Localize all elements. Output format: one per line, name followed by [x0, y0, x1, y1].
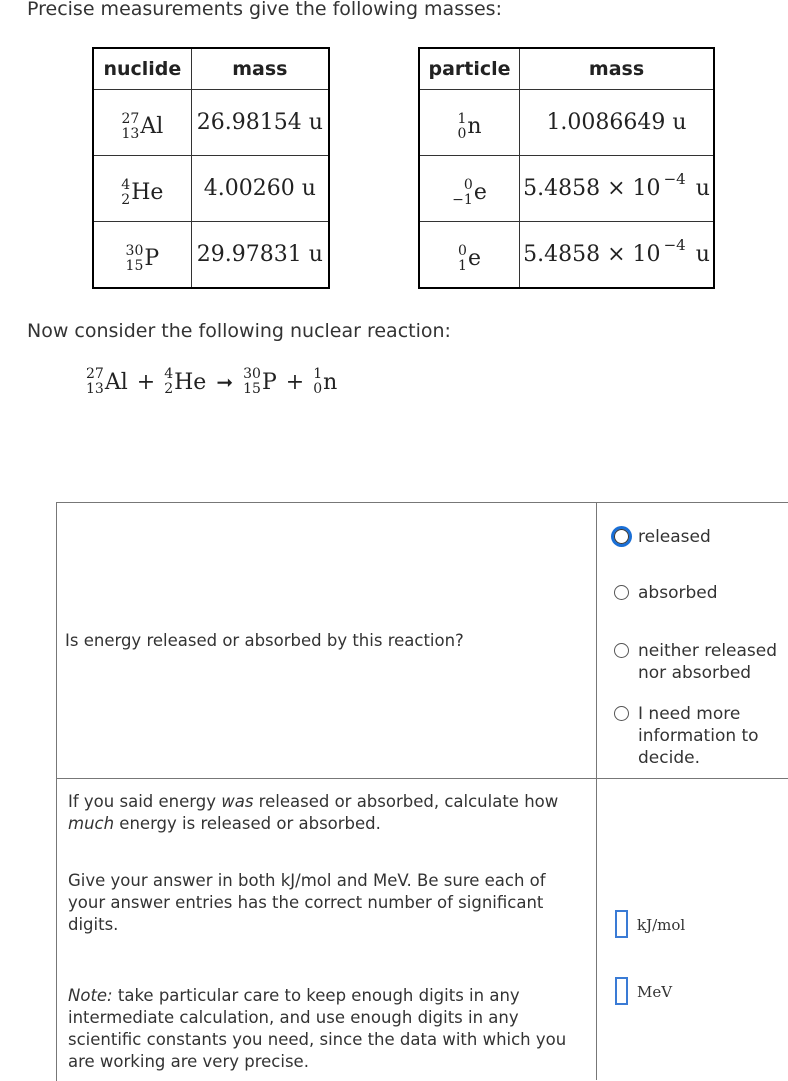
nuclide-mass-table [92, 47, 330, 289]
particle-mass: 5.4858 × 10 $^{-4}$ u [520, 156, 714, 222]
product-phosphorus: 30 15 P [243, 366, 277, 397]
option-absorbed[interactable]: absorbed [614, 582, 718, 604]
nuclear-reaction-equation [86, 367, 337, 397]
reaction-arrow-icon: ➞ [216, 370, 234, 394]
table-row [419, 156, 714, 222]
option-released[interactable]: released [614, 526, 711, 548]
kjmol-unit-label: kJ/mol [637, 916, 686, 934]
plus-sign: + [136, 369, 156, 395]
instruction-paragraph: If you said energy was released or absorbed, calculate how much energy is released or absorbed. [68, 792, 559, 833]
note-paragraph: Note: take particular care to keep enough digits in any intermediate calculation, and use enough digits in any scientific constants you need, since the data with which you are working are very precise. [68, 986, 567, 1071]
mev-answer-input[interactable] [615, 977, 628, 1005]
nuclide-symbol: 4 2 He [121, 176, 164, 208]
option-need-more-info[interactable]: I need more information to decide. [614, 703, 782, 769]
plus-sign: + [285, 369, 305, 395]
table-row [93, 90, 329, 156]
nuclide-mass: 26.98154 u [191, 90, 329, 156]
table-row [93, 156, 329, 222]
kjmol-answer-input[interactable] [615, 910, 628, 938]
radio-neither[interactable] [614, 643, 629, 658]
radio-released[interactable] [614, 529, 629, 544]
intro-text: Precise measurements give the following masses: [27, 0, 502, 20]
product-neutron: 1 0 n [313, 366, 338, 397]
answer-row-mev [615, 977, 672, 1005]
particle-mass-table [418, 47, 715, 289]
table-row [419, 90, 714, 156]
mass-header: mass [191, 48, 329, 90]
nuclide-mass: 4.00260 u [191, 156, 329, 222]
nuclide-symbol: 27 13 Al [121, 110, 164, 142]
table-row [93, 222, 329, 289]
particle-header: particle [419, 48, 520, 90]
nuclide-mass: 29.97831 u [191, 222, 329, 289]
answer-row-kjmol [615, 910, 685, 938]
reaction-prompt: Now consider the following nuclear reaction: [27, 320, 451, 342]
particle-symbol: 1 0 n [457, 110, 482, 142]
particle-symbol: 0 1 e [458, 242, 481, 274]
radio-need-more-info[interactable] [614, 706, 629, 721]
table-row [419, 222, 714, 289]
column-divider [596, 502, 597, 1080]
option-neither[interactable]: neither released nor absorbed [614, 640, 788, 684]
radio-absorbed[interactable] [614, 585, 629, 600]
reactant-helium: 4 2 He [164, 366, 207, 397]
mass-header: mass [520, 48, 714, 90]
row-divider [56, 778, 788, 779]
mev-unit-label: MeV [637, 983, 673, 1001]
instruction-paragraph: Give your answer in both kJ/mol and MeV. Be sure each of your answer entries has the correct number of significant digits. [68, 871, 546, 934]
reactant-aluminum: 27 13 Al [86, 366, 128, 397]
particle-symbol: 0 −1 e [452, 176, 487, 208]
particle-mass: 1.0086649 u [520, 90, 714, 156]
nuclide-symbol: 30 15 P [125, 242, 160, 274]
question-text: Is energy released or absorbed by this reaction? [65, 631, 464, 650]
nuclide-header: nuclide [93, 48, 191, 90]
particle-mass: 5.4858 × 10 $^{-4}$ u [520, 222, 714, 289]
